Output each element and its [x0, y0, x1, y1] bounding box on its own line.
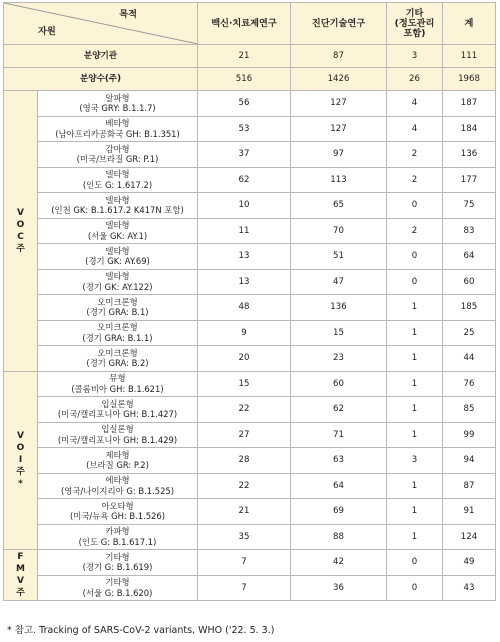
table-row: [4, 371, 496, 397]
value-cell: 127: [291, 116, 387, 142]
variant-name: 에타형: [105, 475, 130, 486]
variant-name: 오미크론형: [97, 347, 138, 358]
variant-name: 베타형: [105, 118, 130, 129]
variant-name-cell: [38, 244, 198, 270]
value-cell: 15: [291, 320, 387, 346]
value-cell: 56: [198, 91, 291, 117]
variant-lineage: (서울 G: B.1.620): [82, 587, 153, 598]
value-cell: 2: [387, 142, 443, 168]
value-cell: 15: [198, 371, 291, 397]
variant-lineage: (미국/캘리포니아 GH: B.1.429): [57, 434, 178, 445]
table-row: [4, 524, 496, 550]
summary-value: 516: [198, 68, 291, 91]
table-row: [4, 346, 496, 372]
summary-row: [4, 68, 496, 91]
variant-name-cell: [38, 499, 198, 525]
value-cell: 99: [443, 422, 496, 448]
header-col-vaccine: 백신·치료제연구: [198, 3, 291, 45]
value-cell: 69: [291, 499, 387, 525]
table-row: [4, 473, 496, 499]
value-cell: 0: [387, 269, 443, 295]
header-corner-cell: [4, 3, 198, 45]
value-cell: 1: [387, 295, 443, 321]
variant-name: 델타형: [105, 271, 130, 282]
value-cell: 25: [443, 320, 496, 346]
value-cell: 87: [443, 473, 496, 499]
variant-lineage: (인천 GK: B.1.617.2 K417N 포함): [51, 205, 184, 216]
value-cell: 3: [387, 448, 443, 474]
variant-name-cell: [38, 422, 198, 448]
value-cell: 11: [198, 218, 291, 244]
table-row: [4, 167, 496, 193]
value-cell: 177: [443, 167, 496, 193]
variant-name-cell: [38, 167, 198, 193]
variant-name: 오미크론형: [97, 322, 138, 333]
value-cell: 71: [291, 422, 387, 448]
value-cell: 47: [291, 269, 387, 295]
summary-value: 3: [387, 45, 443, 68]
value-cell: 94: [443, 448, 496, 474]
summary-label: 분양기관: [4, 45, 198, 68]
variant-lineage: (경기 GRA: B.1): [86, 307, 149, 318]
footnote: * 참고. Tracking of SARS-CoV-2 variants, WHO ('22. 5. 3.): [7, 625, 275, 636]
table-row: [4, 499, 496, 525]
variant-name-cell: [38, 295, 198, 321]
header-col-other: 기타 (정도관리 포함): [387, 3, 443, 45]
value-cell: 49: [443, 550, 496, 576]
variant-name: 카파형: [105, 526, 130, 537]
variant-name: 기타형: [105, 577, 130, 588]
value-cell: 27: [198, 422, 291, 448]
value-cell: 42: [291, 550, 387, 576]
value-cell: 136: [291, 295, 387, 321]
variant-name-cell: [38, 448, 198, 474]
value-cell: 136: [443, 142, 496, 168]
value-cell: 44: [443, 346, 496, 372]
value-cell: 187: [443, 91, 496, 117]
value-cell: 1: [387, 524, 443, 550]
summary-value: 21: [198, 45, 291, 68]
table-body: [4, 45, 496, 601]
variant-lineage: (영국 GRY: B.1.1.7): [79, 103, 156, 114]
variant-name: 입실론형: [101, 424, 134, 435]
summary-value: 1968: [443, 68, 496, 91]
value-cell: 35: [198, 524, 291, 550]
header-col-diagnostic: 진단기술연구: [291, 3, 387, 45]
value-cell: 4: [387, 116, 443, 142]
value-cell: 2: [387, 218, 443, 244]
value-cell: 70: [291, 218, 387, 244]
value-cell: 76: [443, 371, 496, 397]
table-row: [4, 269, 496, 295]
summary-value: 111: [443, 45, 496, 68]
value-cell: 36: [291, 575, 387, 601]
value-cell: 65: [291, 193, 387, 219]
group-label-text: VOI주*: [16, 431, 25, 490]
value-cell: 1: [387, 346, 443, 372]
variant-name-cell: [38, 550, 198, 576]
value-cell: 37: [198, 142, 291, 168]
value-cell: 1: [387, 499, 443, 525]
variant-lineage: (미국/뉴욕 GH: B.1.526): [69, 511, 166, 522]
value-cell: 53: [198, 116, 291, 142]
group-label: [4, 371, 38, 550]
value-cell: 51: [291, 244, 387, 270]
group-label: [4, 91, 38, 372]
variant-lineage: (브라질 GR: P.2): [86, 460, 149, 471]
variant-lineage: (경기 GRA: B.1.1): [82, 332, 153, 343]
variant-lineage: (경기 GK: AY.122): [82, 281, 153, 292]
value-cell: 23: [291, 346, 387, 372]
value-cell: 64: [291, 473, 387, 499]
variant-name: 델타형: [105, 169, 130, 180]
value-cell: 9: [198, 320, 291, 346]
variant-name-cell: [38, 218, 198, 244]
value-cell: 43: [443, 575, 496, 601]
value-cell: 1: [387, 422, 443, 448]
variant-name-cell: [38, 142, 198, 168]
header-purpose-label: 목적: [119, 9, 137, 20]
variant-name-cell: [38, 320, 198, 346]
value-cell: 10: [198, 193, 291, 219]
table-row: [4, 244, 496, 270]
value-cell: 48: [198, 295, 291, 321]
table-row: [4, 422, 496, 448]
group-label-text: VOC주: [16, 207, 25, 254]
variant-lineage: (영국/나이지리아 G: B.1.525): [60, 485, 174, 496]
value-cell: 22: [198, 397, 291, 423]
value-cell: 62: [198, 167, 291, 193]
value-cell: 85: [443, 397, 496, 423]
variant-name: 감마형: [105, 143, 130, 154]
header-resource-label: 자원: [38, 26, 56, 37]
table-row: [4, 218, 496, 244]
value-cell: 22: [198, 473, 291, 499]
variant-name: 델타형: [105, 194, 130, 205]
value-cell: 75: [443, 193, 496, 219]
value-cell: 1: [387, 320, 443, 346]
header-col-total: 계: [443, 3, 496, 45]
value-cell: 1: [387, 473, 443, 499]
value-cell: 1: [387, 397, 443, 423]
value-cell: 88: [291, 524, 387, 550]
table-row: [4, 295, 496, 321]
variant-lineage: (경기 GRA: B.2): [86, 358, 149, 369]
value-cell: 0: [387, 244, 443, 270]
value-cell: 0: [387, 193, 443, 219]
value-cell: 113: [291, 167, 387, 193]
variant-distribution-table-container: [3, 2, 495, 636]
value-cell: 62: [291, 397, 387, 423]
value-cell: 4: [387, 91, 443, 117]
value-cell: 185: [443, 295, 496, 321]
variant-name-cell: [38, 575, 198, 601]
header-row: [4, 3, 496, 45]
variant-name: 뮤형: [109, 373, 126, 384]
variant-name-cell: [38, 473, 198, 499]
value-cell: 1: [387, 371, 443, 397]
summary-label: 분양수(주): [4, 68, 198, 91]
variant-name: 알파형: [105, 92, 130, 103]
value-cell: 13: [198, 269, 291, 295]
table-row: [4, 320, 496, 346]
variant-name-cell: [38, 524, 198, 550]
summary-value: 26: [387, 68, 443, 91]
value-cell: 0: [387, 550, 443, 576]
variant-name: 오미크론형: [97, 296, 138, 307]
variant-lineage: (인도 G: B.1.617.1): [78, 536, 157, 547]
variant-name: 아오타형: [101, 500, 134, 511]
value-cell: 60: [443, 269, 496, 295]
variant-lineage: (남아프리카공화국 GH: B.1.351): [55, 128, 180, 139]
table-row: [4, 448, 496, 474]
group-label-text: FMV주: [16, 552, 25, 598]
variant-name-cell: [38, 193, 198, 219]
table-row: [4, 397, 496, 423]
table-row: [4, 116, 496, 142]
table-row: [4, 142, 496, 168]
variant-name: 델타형: [105, 220, 130, 231]
value-cell: 7: [198, 550, 291, 576]
value-cell: 7: [198, 575, 291, 601]
variant-lineage: (경기 GK: AY.69): [85, 256, 150, 267]
variant-lineage: (경기 G: B.1.619): [82, 562, 153, 573]
variant-name-cell: [38, 371, 198, 397]
summary-row: [4, 45, 496, 68]
value-cell: 184: [443, 116, 496, 142]
summary-value: 1426: [291, 68, 387, 91]
variant-name: 제타형: [105, 449, 130, 460]
value-cell: 20: [198, 346, 291, 372]
variant-name-cell: [38, 91, 198, 117]
variant-lineage: (미국/브라질 GR: P.1): [76, 154, 159, 165]
value-cell: 0: [387, 575, 443, 601]
group-label: [4, 550, 38, 601]
variant-distribution-table: [3, 2, 496, 601]
value-cell: 13: [198, 244, 291, 270]
variant-lineage: (서울 GK: AY.1): [87, 230, 148, 241]
variant-name-cell: [38, 116, 198, 142]
variant-name-cell: [38, 397, 198, 423]
value-cell: 21: [198, 499, 291, 525]
value-cell: 124: [443, 524, 496, 550]
value-cell: 127: [291, 91, 387, 117]
value-cell: 97: [291, 142, 387, 168]
table-row: [4, 91, 496, 117]
variant-name-cell: [38, 269, 198, 295]
table-row: [4, 550, 496, 576]
variant-name: 입실론형: [101, 398, 134, 409]
value-cell: 2: [387, 167, 443, 193]
value-cell: 91: [443, 499, 496, 525]
table-row: [4, 575, 496, 601]
variant-lineage: (미국/캘리포니아 GH: B.1.427): [57, 409, 178, 420]
variant-name-cell: [38, 346, 198, 372]
diagonal-divider: [4, 3, 198, 44]
summary-value: 87: [291, 45, 387, 68]
value-cell: 63: [291, 448, 387, 474]
variant-name: 델타형: [105, 245, 130, 256]
value-cell: 64: [443, 244, 496, 270]
variant-lineage: (콜롬비아 GH: B.1.621): [71, 383, 164, 394]
value-cell: 83: [443, 218, 496, 244]
value-cell: 28: [198, 448, 291, 474]
variant-name: 기타형: [105, 551, 130, 562]
table-row: [4, 193, 496, 219]
value-cell: 60: [291, 371, 387, 397]
variant-lineage: (인도 G: 1.617.2): [82, 179, 153, 190]
